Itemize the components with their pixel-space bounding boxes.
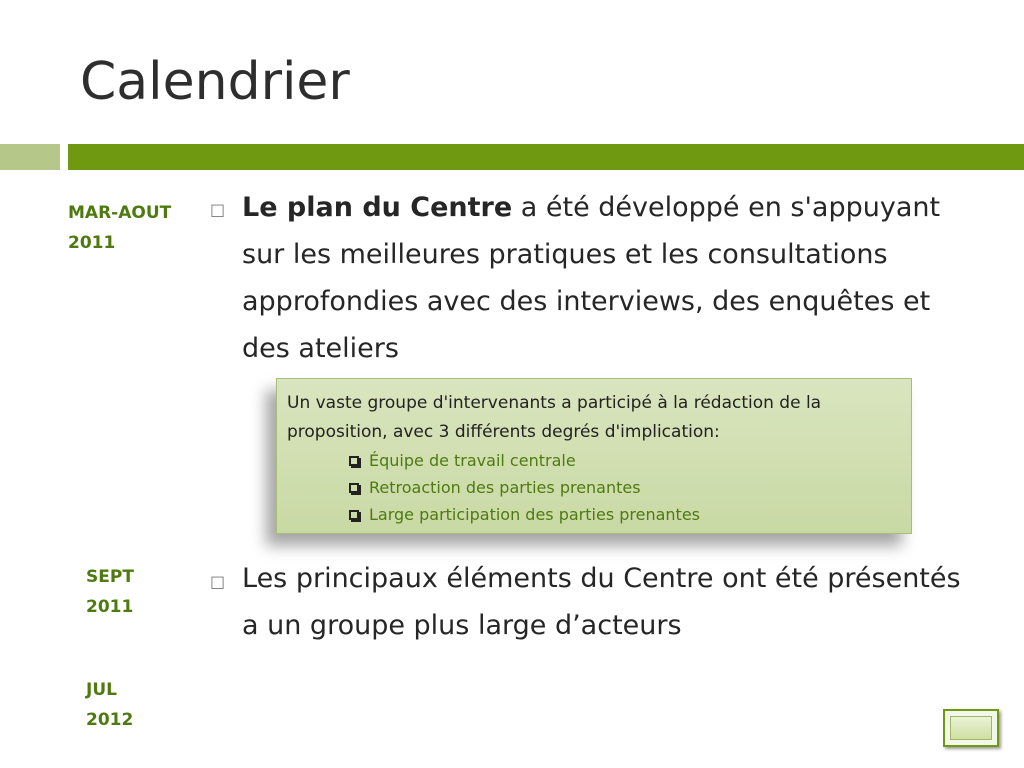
checkbox-icon bbox=[349, 483, 359, 493]
timeline-date-2-period: SEPT bbox=[86, 567, 134, 587]
bullet-text-2: Les principaux éléments du Centre ont été présentés a un groupe plus large d’acteurs bbox=[242, 563, 961, 641]
timeline-date-3 bbox=[86, 675, 133, 735]
list-item bbox=[349, 474, 901, 501]
timeline-date-1 bbox=[68, 198, 171, 258]
bullet-1-bold: Le plan du Centre bbox=[242, 192, 513, 223]
timeline-date-2-year: 2011 bbox=[86, 597, 134, 617]
bullet-1-rest: a été développé en s'appuyant sur les meilleures pratiques et les consultations approfondies avec des interviews, des enquêtes et des ateliers bbox=[242, 192, 941, 364]
header-accent-bar bbox=[68, 144, 1024, 170]
callout-list bbox=[287, 447, 901, 528]
timeline-date-3-period: JUL bbox=[86, 680, 117, 700]
timeline-date-2 bbox=[86, 562, 134, 622]
list-item-label: Large participation des parties prenantes bbox=[369, 505, 701, 524]
checkbox-icon bbox=[349, 510, 359, 520]
bullet-text-1 bbox=[242, 184, 982, 372]
timeline-date-3-year: 2012 bbox=[86, 710, 134, 730]
list-item-label: Équipe de travail centrale bbox=[369, 451, 576, 470]
list-item-label: Retroaction des parties prenantes bbox=[369, 478, 641, 497]
callout-text: Un vaste groupe d'intervenants a participé à la rédaction de la proposition, avec 3 différents degrés d'implication: bbox=[287, 393, 822, 442]
bullet-icon: □ bbox=[210, 572, 226, 591]
list-item bbox=[349, 501, 901, 528]
slide-nav-button[interactable] bbox=[943, 709, 999, 747]
bullet-icon: □ bbox=[210, 200, 226, 219]
slide-title: Calendrier bbox=[80, 52, 350, 112]
timeline-date-1-year: 2011 bbox=[68, 233, 116, 253]
timeline-date-1-period: MAR-AOUT bbox=[68, 203, 172, 223]
callout-box bbox=[276, 378, 912, 534]
checkbox-icon bbox=[349, 456, 359, 466]
header-accent-bar-left bbox=[0, 144, 60, 170]
slide-nav-button-inner bbox=[950, 716, 992, 740]
list-item bbox=[349, 447, 901, 474]
